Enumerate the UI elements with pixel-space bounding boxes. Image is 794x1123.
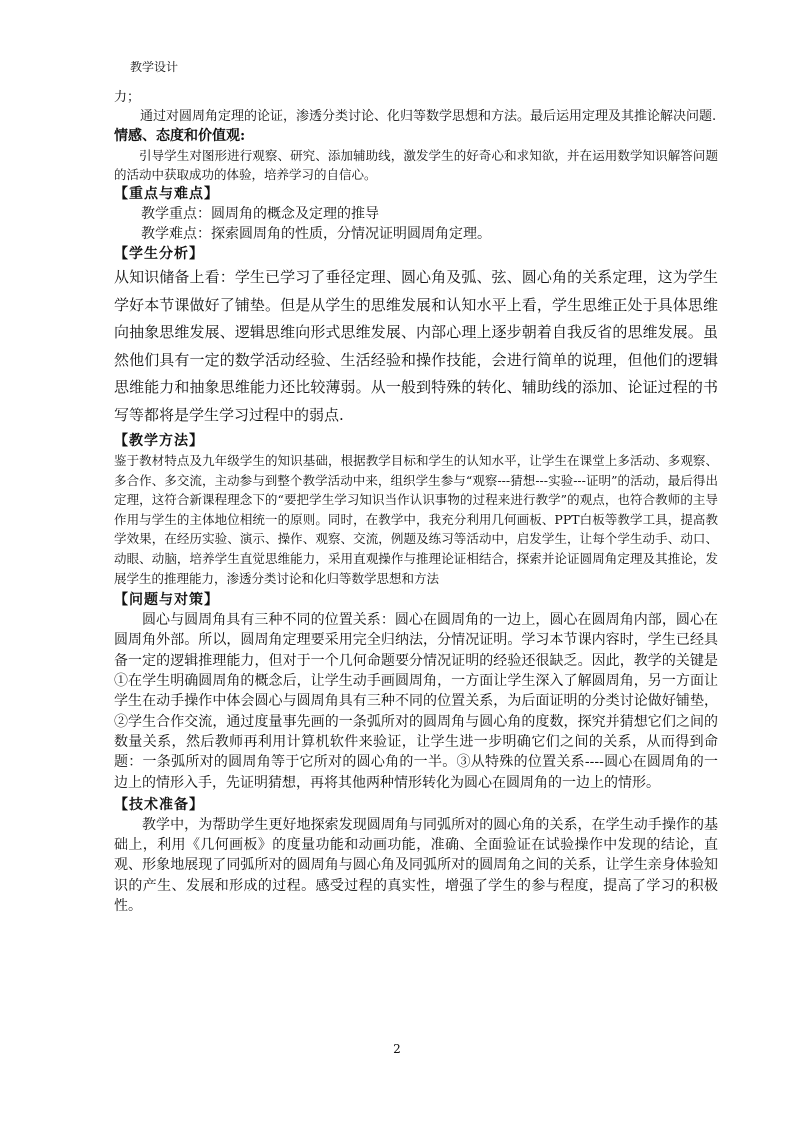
document-body bbox=[114, 88, 718, 916]
tech-prep-heading: 【技术准备】 bbox=[114, 796, 204, 813]
focus-text: 教学重点：圆周角的概念及定理的推导 bbox=[141, 206, 379, 222]
emotion-heading: 情感、态度和价值观: bbox=[114, 128, 246, 144]
difficulty-text: 教学难点：探索圆周角的性质，分情况证明圆周角定理。 bbox=[141, 226, 491, 242]
top-fragment: 力； bbox=[114, 90, 141, 105]
student-analysis-text: 从知识储备上看：学生已学习了垂径定理、圆心角及弧、弦、圆心角的关系定理，这为学生学好本节课做好了铺垫。但是从学生的思维发展和认知水平上看，学生思维正处于具体思维向抽象思维发展、逻辑思维向形式思维发展、内部心理上逐步朝着自我反省的思维发展。虽然他们具有一定的数学活动经验、生活经验和操作技能，会进行简单的说理，但他们的逻辑思维能力和抽象思维能力还比较薄弱。从一般到特殊的转化、辅助线的添加、论证过程的书写等都将是学生学习过程中的弱点. bbox=[114, 268, 718, 424]
problems-text: 圆心与圆周角具有三种不同的位置关系：圆心在圆周角的一边上，圆心在圆周角内部，圆心在圆周角外部。所以，圆周角定理要采用完全归纳法，分情况证明。学习本节课内容时，学生已经具备一定的逻辑推理能力，但对于一个几何命题要分情况证明的经验还很缺乏。因此，教学的关键是①在学生明确圆周角的概念后，让学生动手画圆周角，一方面让学生深入了解圆周角，另一方面让学生在动手操作中体会圆心与圆周角具有三种不同的位置关系，为后面证明的分类讨论做好铺垫，②学生合作交流，通过度量事先画的一条弧所对的圆周角与圆心角的度数，探究并猜想它们之间的数量关系，然后教师再利用计算机软件来验证，让学生进一步明确它们之间的关系，从而得到命题：一条弧所对的圆周角等于它所对的圆心角的一半。③从特殊的位置关系----圆心在圆周角的一边上的情形入手，先证明猜想，再将其他两种情形转化为圆心在圆周角的一边上的情形。 bbox=[114, 612, 718, 791]
teaching-method-heading: 【教学方法】 bbox=[114, 433, 204, 449]
student-analysis-heading: 【学生分析】 bbox=[114, 246, 204, 262]
emotion-text: 引导学生对图形进行观察、研究、添加辅助线，激发学生的好奇心和求知欲，并在运用数学知识解答问题的活动中获取成功的体验，培养学习的自信心。 bbox=[114, 148, 718, 182]
teaching-method-text: 鉴于教材特点及九年级学生的知识基础，根据教学目标和学生的认知水平，让学生在课堂上多活动、多观察、多合作、多交流，主动参与到整个教学活动中来，组织学生参与“观察---猜想---实验---证明”的活动，最后得出定理，这符合新课程理念下的“要把学生学习知识当作认识事物的过程来进行教学”的观点，也符合教师的主导作用与学生的主体地位相统一的原则。同时，在教学中，我充分利用几何画板、PPT白板等教学工具，提高教学效果，在经历实验、演示、操作、观察、交流，例题及练习等活动中，启发学生，让每个学生动手、动口、动眼、动脑，培养学生直觉思维能力，采用直观操作与推理论证相结合，探索并论证圆周角定理及其推论，发展学生的推理能力，渗透分类讨论和化归等数学思想和方法 bbox=[114, 453, 718, 586]
page-number: 2 bbox=[393, 1042, 401, 1056]
key-points-heading: 【重点与难点】 bbox=[114, 186, 219, 202]
process-paragraph: 通过对圆周角定理的论证，渗透分类讨论、化归等数学思想和方法。最后运用定理及其推论解决问题. bbox=[140, 109, 717, 124]
problems-heading: 【问题与对策】 bbox=[114, 592, 219, 609]
page-header: 教学设计 bbox=[130, 60, 179, 74]
tech-prep-text: 教学中，为帮助学生更好地探索发现圆周角与同弧所对的圆心角的关系，在学生动手操作的基础上，利用《几何画板》的度量功能和动画功能，准确、全面验证在试验操作中发现的结论，直观、形象地展现了同弧所对的圆周角与圆心角及同弧所对的圆周角之间的关系，让学生亲身体验知识的产生、发展和形成的过程。感受过程的真实性，增强了学生的参与程度，提高了学习的积极性。 bbox=[114, 816, 718, 915]
